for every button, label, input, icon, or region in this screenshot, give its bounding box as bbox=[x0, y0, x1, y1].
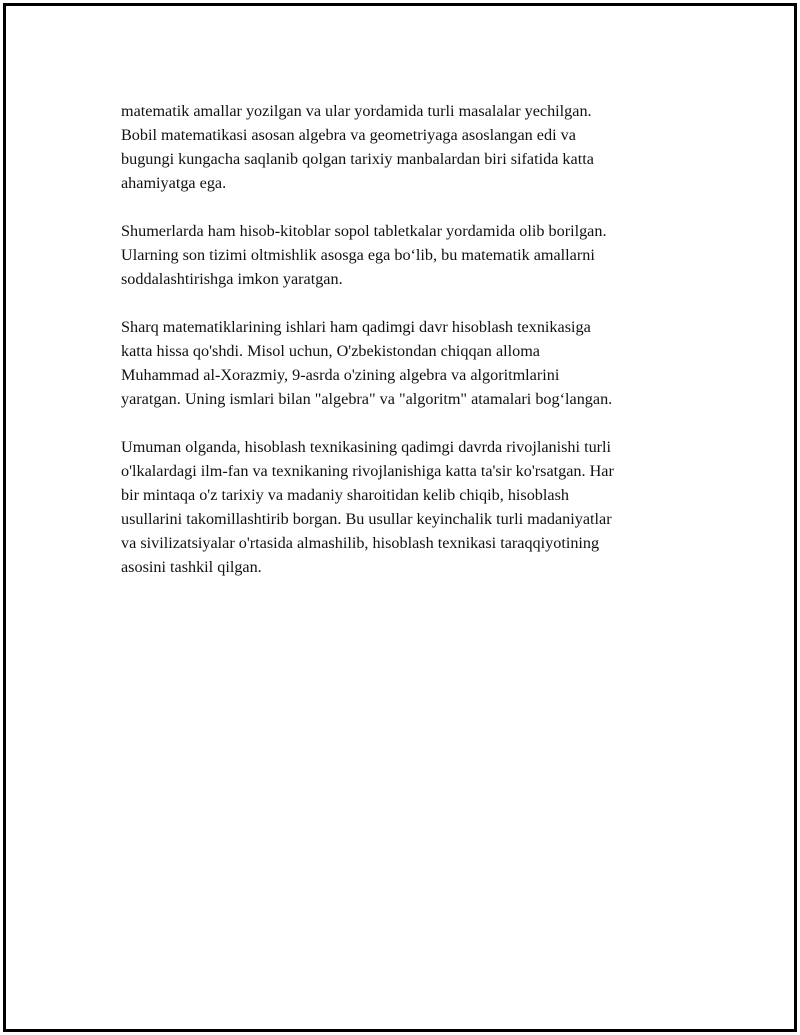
text-line: bir mintaqa o'z tarixiy va madaniy sharoitidan kelib chiqib, hisoblash bbox=[121, 486, 569, 504]
text-line: asosini tashkil qilgan. bbox=[121, 558, 262, 576]
paragraph-conclusion bbox=[121, 435, 691, 579]
text-line: matematik amallar yozilgan va ular yordamida turli masalalar yechilgan. bbox=[121, 102, 592, 120]
text-line: bugungi kungacha saqlanib qolgan tarixiy manbalardan biri sifatida katta bbox=[121, 150, 594, 168]
text-line: Bobil matematikasi asosan algebra va geometriyaga asoslangan edi va bbox=[121, 126, 576, 144]
text-line: Umuman olganda, hisoblash texnikasining qadimgi davrda rivojlanishi turli bbox=[121, 438, 612, 456]
document-body bbox=[121, 99, 691, 603]
paragraph-eastern-mathematicians bbox=[121, 315, 691, 411]
text-line: katta hissa qo'shdi. Misol uchun, O'zbekistondan chiqqan alloma bbox=[121, 342, 540, 360]
text-line: usullarini takomillashtirib borgan. Bu usullar keyinchalik turli madaniyatlar bbox=[121, 510, 612, 528]
paragraph-sumerians bbox=[121, 219, 691, 291]
text-line: ahamiyatga ega. bbox=[121, 174, 227, 192]
page-frame bbox=[3, 3, 797, 1032]
paragraph-babylon bbox=[121, 99, 691, 195]
text-line: o'lkalardagi ilm-fan va texnikaning rivojlanishiga katta ta'sir ko'rsatgan. Har bbox=[121, 462, 614, 480]
text-line: yaratgan. Uning ismlari bilan "algebra" va "algoritm" atamalari bog‘langan. bbox=[121, 390, 613, 408]
text-line: Muhammad al-Xorazmiy, 9-asrda o'zining algebra va algoritmlarini bbox=[121, 366, 560, 384]
text-line: va sivilizatsiyalar o'rtasida almashilib, hisoblash texnikasi taraqqiyotining bbox=[121, 534, 600, 552]
text-line: Shumerlarda ham hisob-kitoblar sopol tabletkalar yordamida olib borilgan. bbox=[121, 222, 607, 240]
text-line: soddalashtirishga imkon yaratgan. bbox=[121, 270, 343, 288]
text-line: Ularning son tizimi oltmishlik asosga ega bo‘lib, bu matematik amallarni bbox=[121, 246, 595, 264]
text-line: Sharq matematiklarining ishlari ham qadimgi davr hisoblash texnikasiga bbox=[121, 318, 591, 336]
